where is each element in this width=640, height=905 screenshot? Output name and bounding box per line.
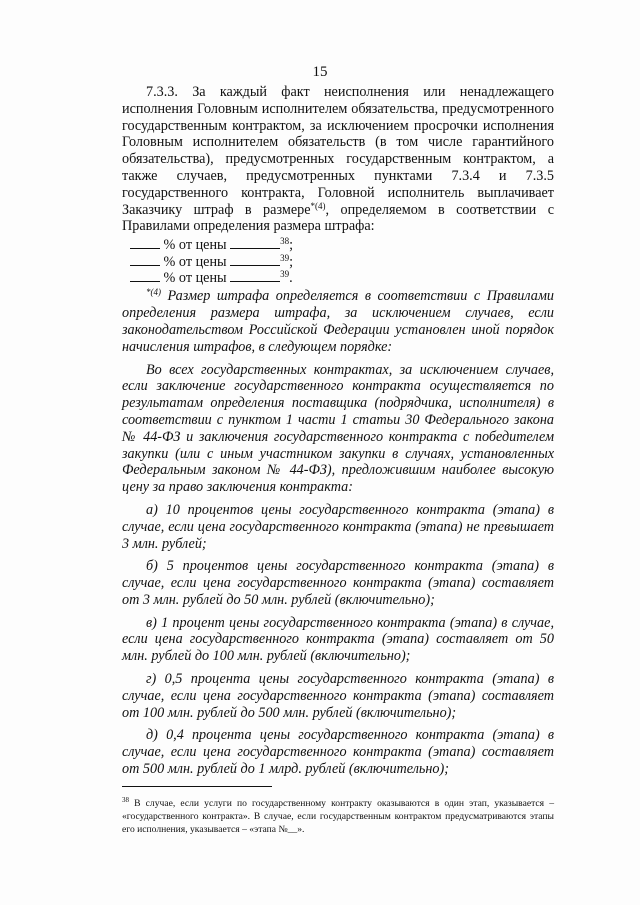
footnote-divider (122, 786, 272, 787)
fill-line (130, 270, 554, 286)
fill-line-label: % от цены (163, 269, 227, 286)
clause-7-3-3-text: 7.3.3. За каждый факт неисполнения или ненадлежащего исполнения Головным исполнителем обязательства, предусмотренного государственным контрактом, за исключением просрочки исполнения Головным исполнителем обязательств (в том числе гарантийного обязательства), предусмотренных государственным контрактом, а также случаев, предусмотренных пунктами 7.3.4 и 7.3.5 государственного контракта, Головной исполнитель выплачивает Заказчику штраф в размере (122, 84, 554, 218)
penalty-item-b: б) 5 процентов цены государственного контракта (этапа) в случае, если цена государственного контракта (этапа) составляет от 3 млн. рублей до 50 млн. рублей (включительно); (122, 558, 554, 608)
penalty-item-d: д) 0,4 процента цены государственного контракта (этапа) в случае, если цена государственного контракта (этапа) составляет от 500 млн. рублей до 1 млрд. рублей (включительно); (122, 727, 554, 778)
contracts-paragraph: Во всех государственных контрактах, за исключением случаев, если заключение государственного контракта осуществляется по результатам определения поставщика (подрядчика, исполнителя) в соответствии с пунктом 1 части 1 статьи 30 Федерального закона № 44-ФЗ и заключения государственного контракта с победителем закупки (или с иным участником закупки в случаях, установленных Федеральным законом № 44-ФЗ), предложившим наиболее высокую цену за право заключения контракта: (122, 361, 554, 496)
footnote-38 (122, 797, 554, 836)
penalty-item-g: г) 0,5 процента цены государственного контракта (этапа) в случае, если цена государственного контракта (этапа) составляет от 100 млн. рублей до 500 млн. рублей (включительно); (122, 671, 554, 721)
percent-blank[interactable] (130, 270, 160, 282)
footnote-mark: 38 (122, 796, 129, 804)
clause-7-3-3-end: , определяемом в соответствии с Правилами определения размера штрафа: (122, 201, 554, 235)
fill-line-end: ; (289, 237, 294, 254)
price-blank[interactable] (230, 270, 280, 282)
fill-line-label: % от цены (163, 253, 227, 270)
penalty-fill-lines (130, 237, 554, 286)
penalty-note-mark: *(4) (146, 287, 161, 298)
footnote-ref: 39 (280, 252, 290, 263)
clause-7-3-3-note-ref: *(4) (310, 200, 326, 211)
page-number: 15 (312, 64, 328, 80)
fill-line-end: . (289, 269, 293, 286)
percent-blank[interactable] (130, 254, 160, 266)
document-body (122, 84, 554, 778)
fill-line-label: % от цены (163, 237, 227, 254)
penalty-item-v: в) 1 процент цены государственного контракта (этапа) в случае, если цена государственного контракта (этапа) составляет от 50 млн. рублей до 100 млн. рублей (включительно); (122, 614, 554, 665)
price-blank[interactable] (230, 237, 280, 249)
fill-line (130, 254, 554, 270)
penalty-note-text: Размер штрафа определяется в соответствии с Правилами определения размера штрафа, за исключением случаев, если законодательством Российской Федерации установлен иной порядок начисления штрафов, в следующем порядке: (122, 288, 554, 355)
footnote-ref: 38 (280, 236, 290, 247)
footnote-text: В случае, если услуги по государственному контракту оказываются в один этап, указывается – «государственного контракта». В случае, если государственным контрактом предусматриваются этапы его исполнения, указывается – «этапа №__». (122, 798, 554, 835)
footnote-ref: 39 (280, 268, 290, 279)
clause-7-3-3 (122, 84, 554, 235)
fill-line-end: ; (289, 253, 294, 270)
fill-line (130, 237, 554, 253)
penalty-note (122, 288, 554, 355)
price-blank[interactable] (230, 254, 280, 266)
penalty-item-a: а) 10 процентов цены государственного контракта (этапа) в случае, если цена государственного контракта (этапа) не превышает 3 млн. рублей; (122, 501, 554, 552)
percent-blank[interactable] (130, 237, 160, 249)
